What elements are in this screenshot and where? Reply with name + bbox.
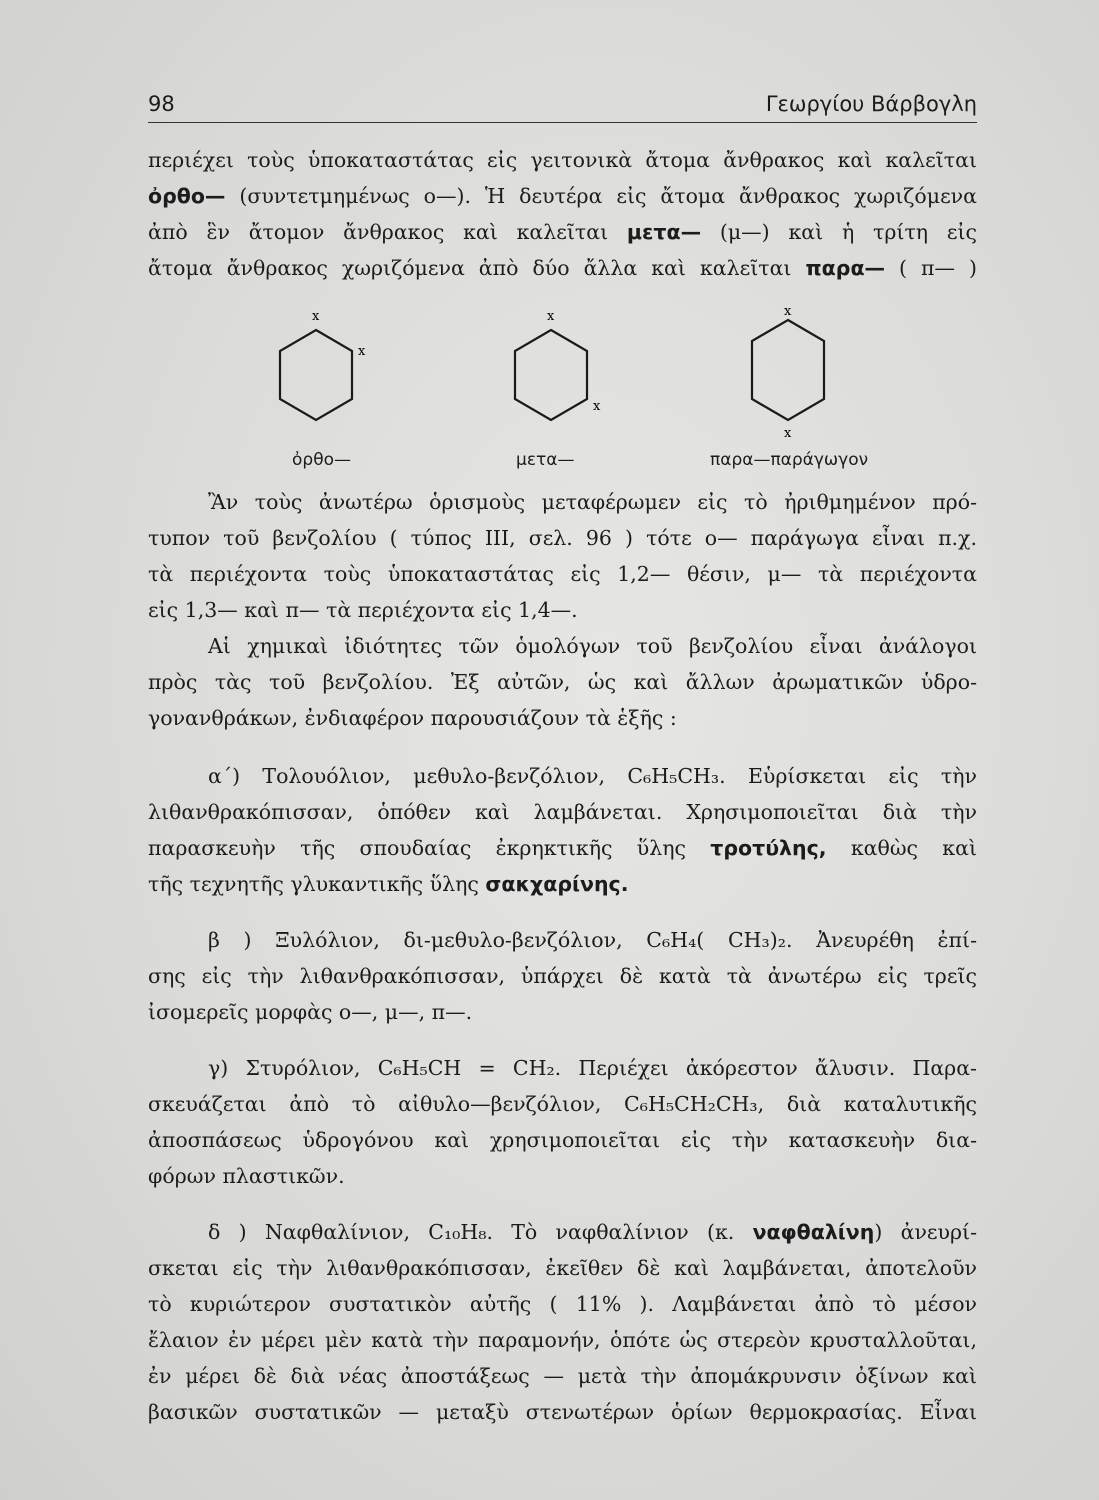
text-line: σκεται εἰς τὴν λιθανθρακόπισσαν, ἐκεῖθεν δὲ καὶ λαμβάνεται, ἀποτελοῦν xyxy=(148,1256,977,1280)
paragraph-numbering-end xyxy=(148,592,977,628)
section-alpha-toluene xyxy=(148,758,977,866)
text-line: ἰσομερεῖς μορφὰς ο—, μ—, π—. xyxy=(148,1000,473,1024)
intro-paragraph xyxy=(148,142,977,286)
substituent-label: x xyxy=(784,304,792,319)
text-line: σης εἰς τὴν λιθανθρακόπισσαν, ὑπάρχει δὲ κατὰ τὰ ἀνωτέρω εἰς τρεῖς xyxy=(148,964,977,988)
section-delta-naphthalene xyxy=(148,1214,977,1430)
term-trotyl: τροτύλης, xyxy=(710,836,827,860)
text-line: εἰς 1,3— καὶ π— τὰ περιέχοντα εἰς 1,4—. xyxy=(148,598,578,622)
running-head-author: Γεωργίου Βάρβογλη xyxy=(765,92,977,116)
text-line: ἀπὸ ἓν ἄτομον ἄνθρακος καὶ καλεῖται μετα— (μ—) καὶ ἡ τρίτη εἰς xyxy=(148,220,977,244)
text-line: β ) Ξυλόλιον, δι-μεθυλο-βενζόλιον, C₆H₄( CH₃)₂. Ἀνευρέθη ἐπί- xyxy=(208,928,977,952)
meta-benzene-diagram xyxy=(505,300,615,435)
paragraph-numbering xyxy=(148,484,977,592)
caption-ortho: ὀρθο— xyxy=(292,450,351,470)
page-header xyxy=(148,88,977,123)
text-line: ὀρθο— (συντετμημένως ο—). Ἡ δευτέρα εἰς ἄτομα ἄνθρακος χωριζόμενα xyxy=(148,184,977,208)
term-para: παρα— xyxy=(805,256,886,280)
text-line: τὸ κυριώτερον συστατικὸν αὐτῆς ( 11% ). Λαμβάνεται ἀπὸ τὸ μέσον xyxy=(148,1292,977,1316)
text-line: α΄) Τολουόλιον, μεθυλο-βενζόλιον, C₆H₅CH₃. Εὑρίσκεται εἰς τὴν xyxy=(208,764,977,788)
paragraph-homologs xyxy=(148,628,977,700)
text-line: βασικῶν συστατικῶν — μεταξὺ στενωτέρων ὁρίων θερμοκρασίας. Εἶναι xyxy=(148,1400,977,1424)
text-line: τυπον τοῦ βενζολίου ( τύπος ΙΙΙ, σελ. 96 ) τότε ο— παράγωγα εἶναι π.χ. xyxy=(148,526,977,550)
text-line: φόρων πλαστικῶν. xyxy=(148,1164,345,1188)
text-line: σκευάζεται ἀπὸ τὸ αἰθυλο—βενζόλιον, C₆H₅CH₂CH₃, διὰ καταλυτικῆς xyxy=(148,1092,977,1116)
section-alpha-end xyxy=(148,866,977,902)
text-line: Ἂν τοὺς ἀνωτέρω ὁρισμοὺς μεταφέρωμεν εἰς τὸ ἠριθμημένον πρό- xyxy=(208,490,977,514)
text-line: πρὸς τὰς τοῦ βενζολίου. Ἐξ αὐτῶν, ὡς καὶ ἄλλων ἀρωματικῶν ὑδρο- xyxy=(148,670,977,694)
text-line: γ) Στυρόλιον, C₆H₅CH = CH₂. Περιέχει ἀκόρεστον ἄλυσιν. Παρα- xyxy=(208,1056,977,1080)
section-beta-xylene xyxy=(148,922,977,994)
text-line: τῆς τεχνητῆς γλυκαντικῆς ὕλης σακχαρίνης. xyxy=(148,872,629,896)
text-line: Αἱ χημικαὶ ἰδιότητες τῶν ὁμολόγων τοῦ βενζολίου εἶναι ἀνάλογοι xyxy=(208,634,977,658)
substituent-label: x xyxy=(593,399,601,414)
text-line: παρασκευὴν τῆς σπουδαίας ἐκρηκτικῆς ὕλης τροτύλης, καθὼς καὶ xyxy=(148,836,977,860)
term-meta: μετα— xyxy=(626,220,702,244)
text-line: ἄτομα ἄνθρακος χωριζόμενα ἀπὸ δύο ἄλλα καὶ καλεῖται παρα— ( π— ) xyxy=(148,256,977,280)
text-line: ἐν μέρει δὲ διὰ νέας ἀποστάξεως — μετὰ τὴν ἀπομάκρυνσιν ὀξίνων καὶ xyxy=(148,1364,977,1388)
term-naphthaline: ναφθαλίνη xyxy=(752,1220,875,1244)
page-number: 98 xyxy=(148,92,175,116)
text-line: τὰ περιέχοντα τοὺς ὑποκαταστάτας εἰς 1,2— θέσιν, μ— τὰ περιέχοντα xyxy=(148,562,977,586)
term-ortho: ὀρθο— xyxy=(148,184,226,208)
text-line: γονανθράκων, ἐνδιαφέρον παρουσιάζουν τὰ ἑξῆς : xyxy=(148,706,677,730)
substituent-label: x xyxy=(547,309,555,324)
substituent-label: x xyxy=(358,344,366,359)
text-line: δ ) Ναφθαλίνιον, C₁₀H₈. Τὸ ναφθαλίνιον (κ. ναφθαλίνη) ἀνευρί- xyxy=(208,1220,978,1244)
caption-meta: μετα— xyxy=(516,450,575,470)
section-gamma-styrene xyxy=(148,1050,977,1158)
text-line: ἔλαιον ἐν μέρει μὲν κατὰ τὴν παραμονήν, ὁπότε ὡς στερεὸν κρυσταλλοῦται, xyxy=(148,1328,977,1352)
section-gamma-end xyxy=(148,1158,977,1194)
ortho-benzene-diagram xyxy=(270,300,380,435)
text-line: περιέχει τοὺς ὑποκαταστάτας εἰς γειτονικὰ ἄτομα ἄνθρακος καὶ καλεῖται xyxy=(148,148,977,172)
para-benzene-diagram xyxy=(742,300,852,445)
section-beta-end xyxy=(148,994,977,1030)
substituent-label: x xyxy=(784,426,792,441)
text-line: ἀποσπάσεως ὑδρογόνου καὶ χρησιμοποιεῖται εἰς τὴν κατασκευὴν δια- xyxy=(148,1128,977,1152)
term-saccharin: σακχαρίνης. xyxy=(485,872,629,896)
substituent-label: x xyxy=(312,309,320,324)
caption-para: παρα—παράγωγον xyxy=(710,450,869,470)
text-line: λιθανθρακόπισσαν, ὁπόθεν καὶ λαμβάνεται. Χρησιμοποιεῖται διὰ τὴν xyxy=(148,800,977,824)
paragraph-homologs-end xyxy=(148,700,977,736)
